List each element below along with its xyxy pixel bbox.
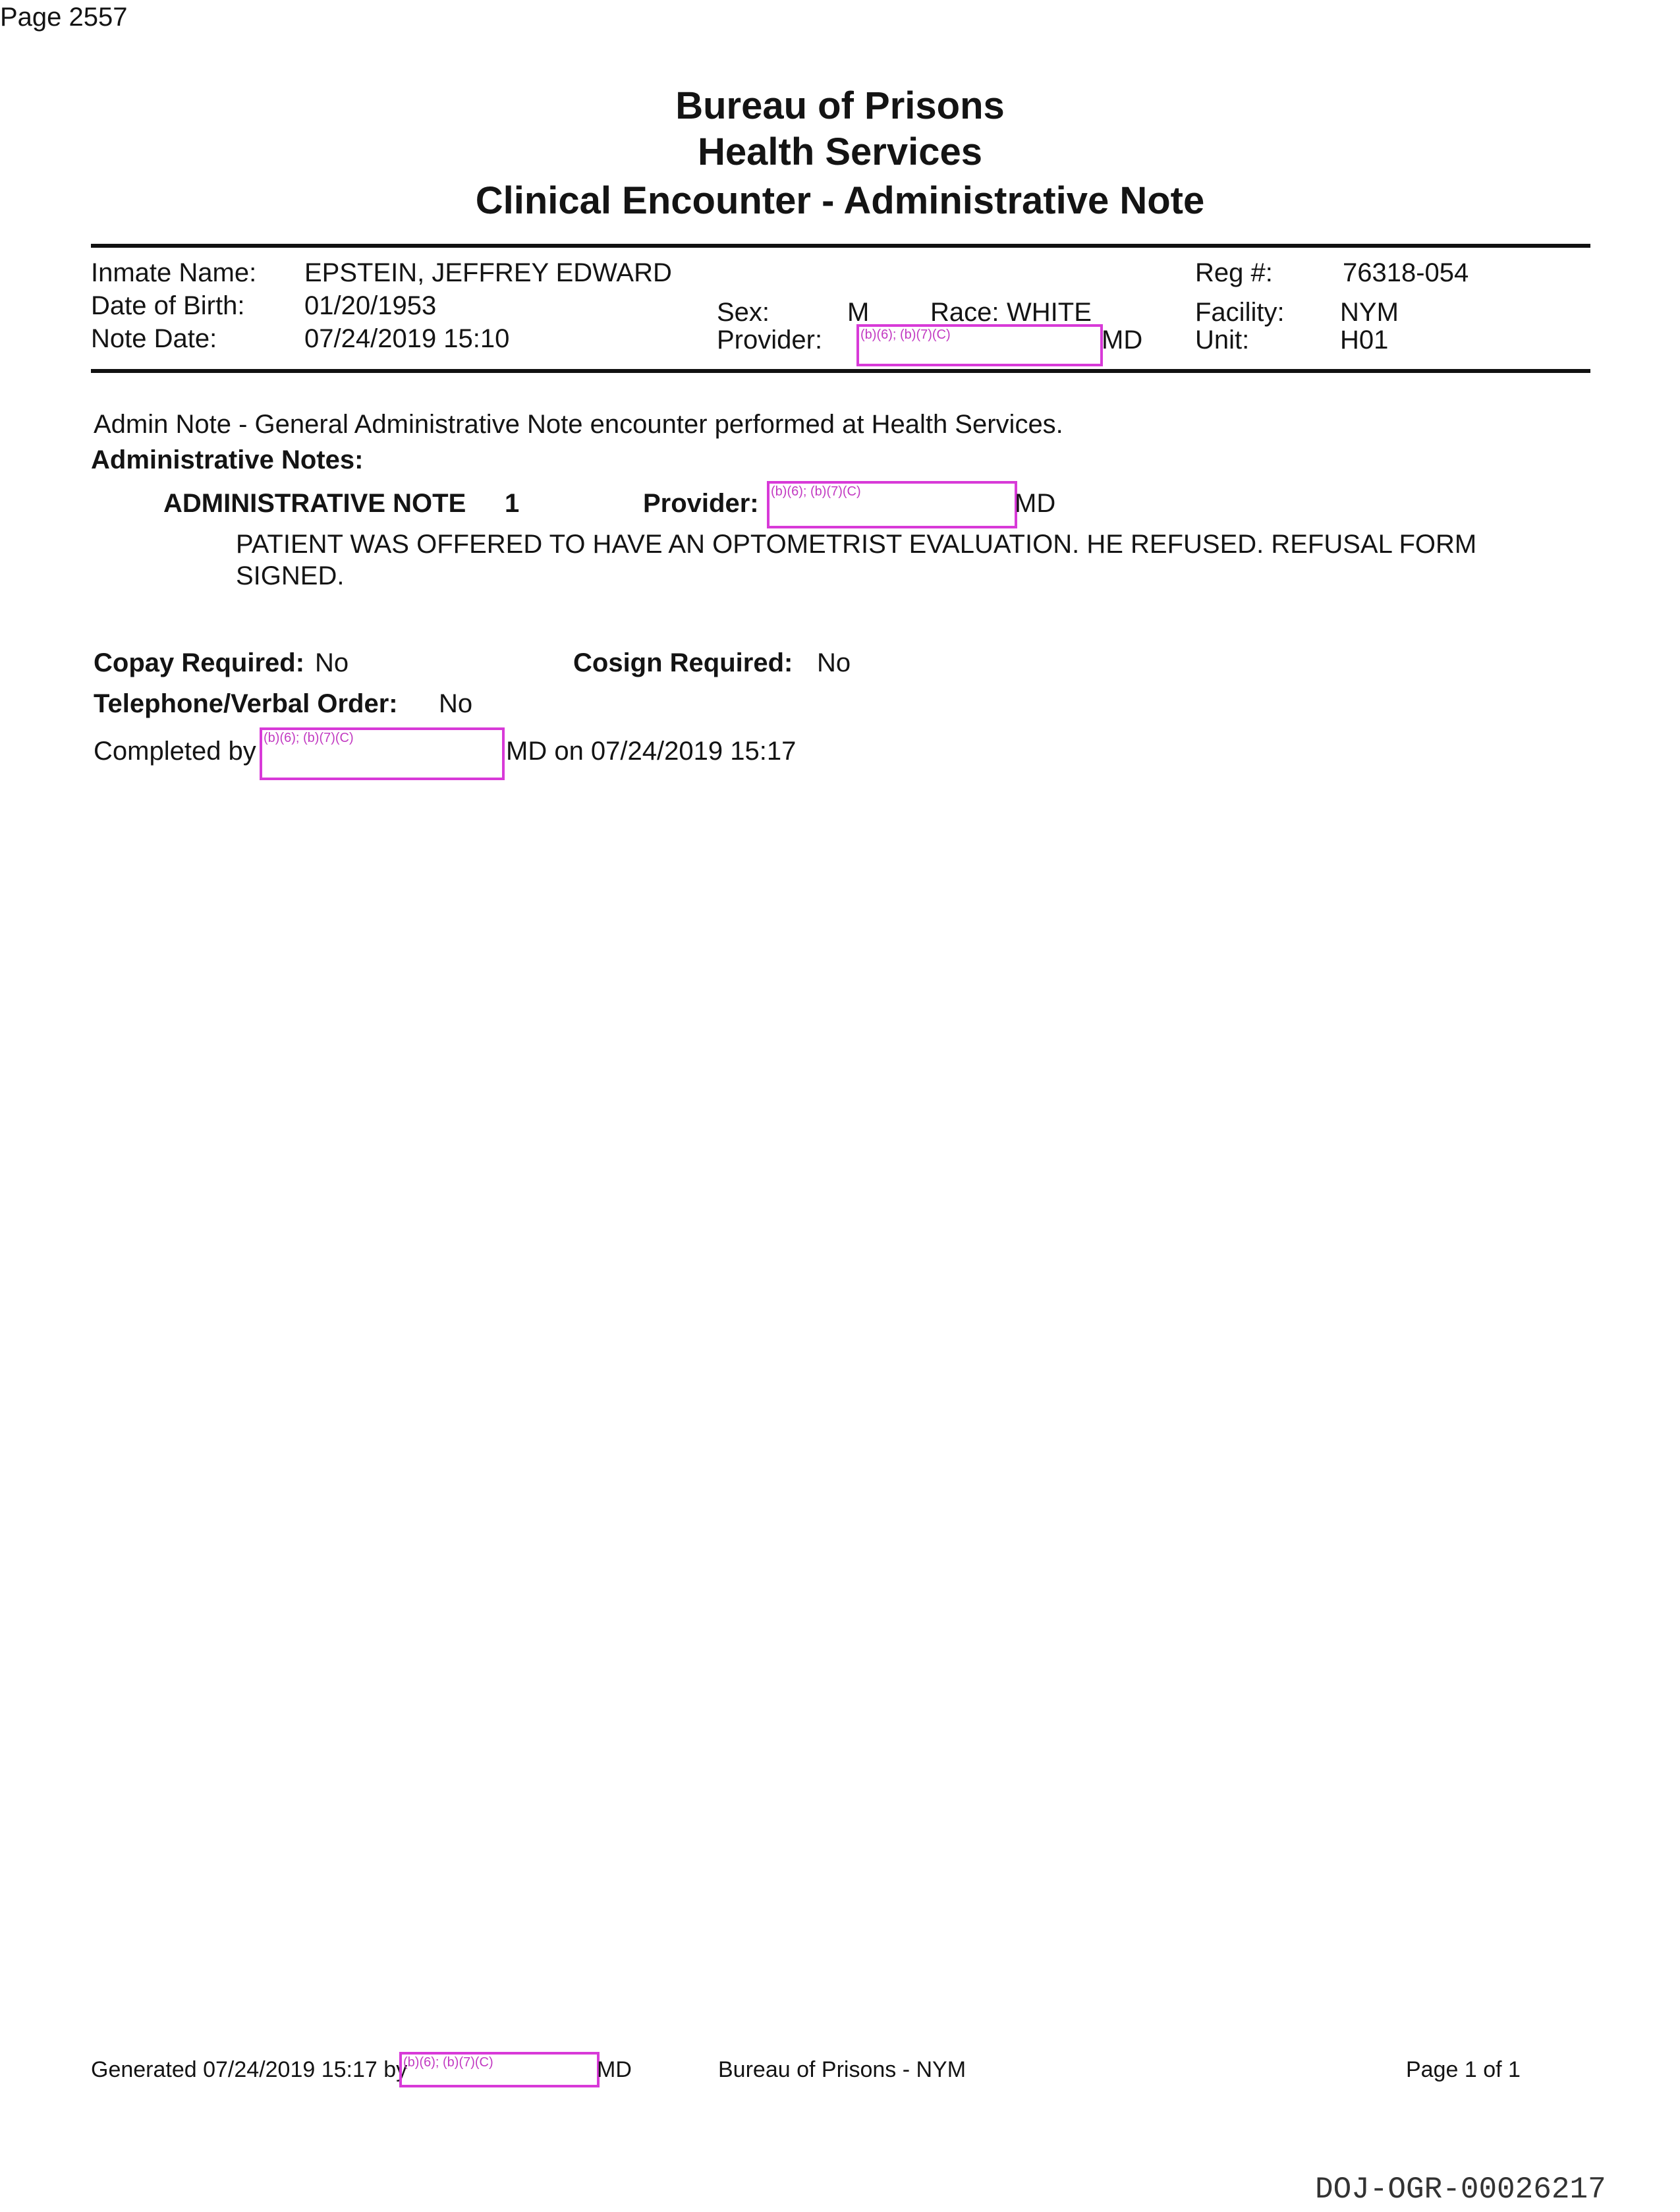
footer-page-number: Page 1 of 1 — [1406, 2057, 1521, 2082]
footer-center: Bureau of Prisons - NYM — [718, 2057, 966, 2082]
completed-by-prefix: Completed by — [94, 737, 256, 766]
note-provider-label: Provider: — [643, 489, 759, 518]
dob-label: Date of Birth: — [91, 291, 245, 320]
generated-prefix: Generated 07/24/2019 15:17 by — [91, 2057, 408, 2082]
inmate-name-value: EPSTEIN, JEFFREY EDWARD — [304, 258, 672, 287]
facility-label: Facility: — [1195, 298, 1285, 327]
race-value: WHITE — [1007, 298, 1092, 327]
note-text-line-2: SIGNED. — [236, 561, 345, 590]
bates-number: DOJ-OGR-00026217 — [1315, 2172, 1606, 2207]
completed-by-redaction-box — [260, 727, 505, 780]
sex-label: Sex: — [717, 298, 770, 327]
unit-label: Unit: — [1195, 326, 1250, 354]
cosign-label: Cosign Required: — [573, 648, 793, 677]
reg-value: 76318-054 — [1343, 258, 1469, 287]
notes-heading: Administrative Notes: — [91, 445, 364, 474]
dob-value: 01/20/1953 — [304, 291, 437, 320]
unit-value: H01 — [1340, 326, 1389, 354]
race-label: Race: — [930, 298, 999, 327]
header-bottom-rule — [91, 369, 1590, 373]
facility-value: NYM — [1340, 298, 1399, 327]
page-title: Clinical Encounter - Administrative Note — [475, 179, 1205, 222]
cosign-value: No — [817, 648, 851, 677]
header-title-health: Health Services — [697, 130, 983, 173]
redaction-code: (b)(6); (b)(7)(C) — [860, 327, 951, 342]
page-label: Page 2557 — [0, 3, 128, 32]
generated-redaction-box — [399, 2052, 600, 2087]
header-top-rule — [91, 244, 1590, 248]
note-number: 1 — [505, 489, 520, 518]
note-provider-redaction-box — [767, 481, 1017, 528]
inmate-name-label: Inmate Name: — [91, 258, 257, 287]
provider-label: Provider: — [717, 326, 823, 354]
encounter-line: Admin Note - General Administrative Note encounter performed at Health Services. — [94, 410, 1063, 439]
note-provider-suffix: MD — [1015, 489, 1056, 518]
note-title: ADMINISTRATIVE NOTE — [163, 489, 466, 518]
redaction-code: (b)(6); (b)(7)(C) — [264, 731, 354, 745]
note-text-line-1: PATIENT WAS OFFERED TO HAVE AN OPTOMETRIST EVALUATION. HE REFUSED. REFUSAL FORM — [236, 530, 1477, 559]
telephone-value: No — [439, 689, 473, 718]
note-date-label: Note Date: — [91, 324, 217, 353]
sex-value: M — [847, 298, 870, 327]
provider-suffix: MD — [1102, 326, 1143, 354]
redaction-code: (b)(6); (b)(7)(C) — [403, 2055, 493, 2070]
completed-by-suffix: MD on 07/24/2019 15:17 — [506, 737, 797, 766]
copay-label: Copay Required: — [94, 648, 305, 677]
provider-redaction-box — [856, 324, 1103, 366]
note-date-value: 07/24/2019 15:10 — [304, 324, 510, 353]
reg-label: Reg #: — [1195, 258, 1273, 287]
header-title-bop: Bureau of Prisons — [675, 84, 1005, 127]
copay-value: No — [315, 648, 349, 677]
generated-suffix: MD — [597, 2057, 632, 2082]
redaction-code: (b)(6); (b)(7)(C) — [771, 484, 861, 499]
telephone-label: Telephone/Verbal Order: — [94, 689, 398, 718]
